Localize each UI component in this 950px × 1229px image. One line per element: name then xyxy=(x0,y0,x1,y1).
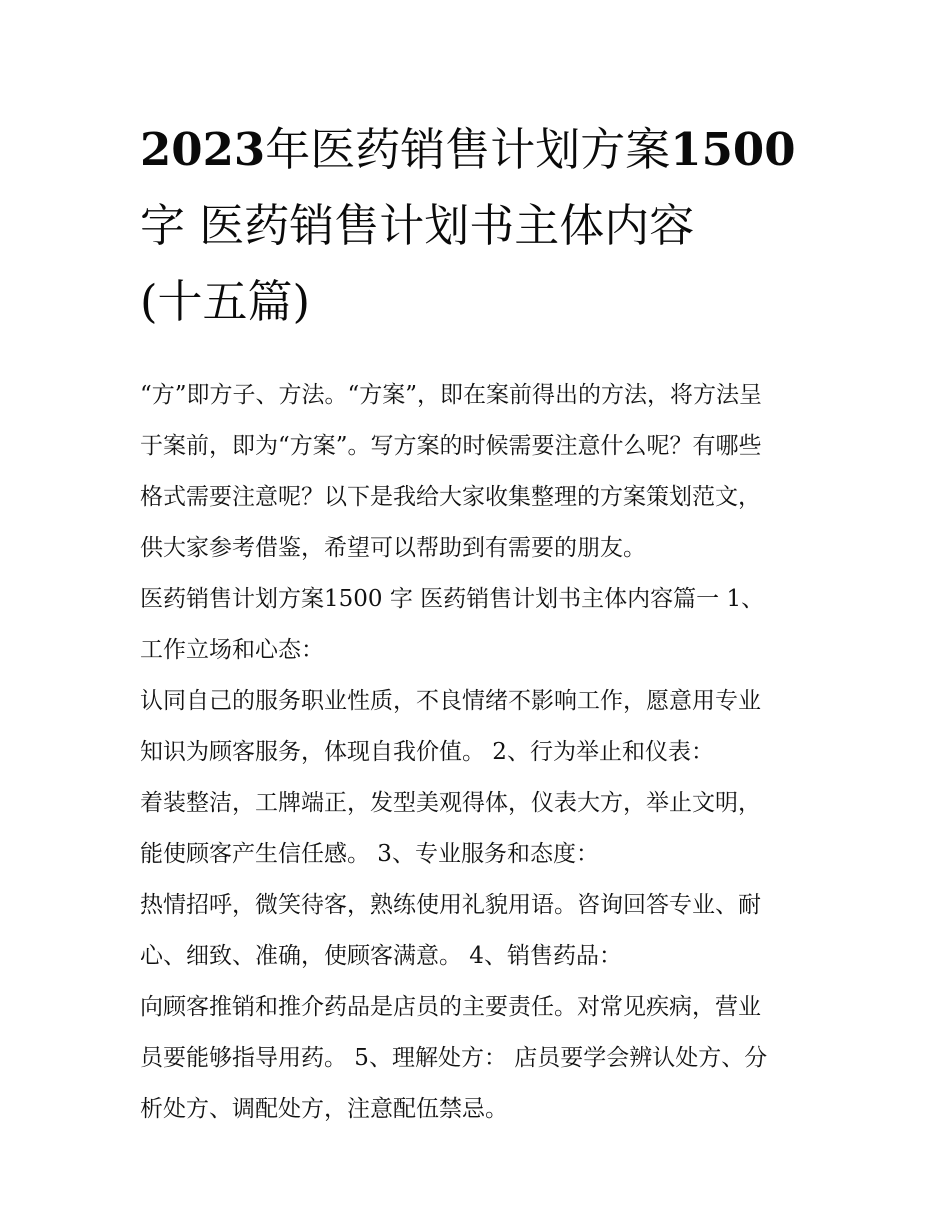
title-text: 年医药销售计划方案 xyxy=(265,123,671,176)
paragraph-line: 能使顾客产生信任感。 3、专业服务和态度： xyxy=(140,841,599,867)
document-title xyxy=(140,112,812,340)
document-body xyxy=(140,370,812,1135)
intro-paragraph xyxy=(140,370,812,574)
section-heading-line: 工作立场和心态： xyxy=(140,637,324,663)
title-year: 2023 xyxy=(140,123,266,176)
paragraph-line: 热情招呼，微笑待客，熟练使用礼貌用语。咨询回答专业、耐 xyxy=(140,892,761,918)
section-heading-line: 医药销售计划方案1500 字 医药销售计划书主体内容篇一 1、 xyxy=(140,586,765,612)
title-line-2: 字 医药销售计划书主体内容 xyxy=(140,199,695,252)
title-count: 1500 xyxy=(670,123,796,176)
paragraph-line: 员要能够指导用药。 5、理解处方： 店员要学会辨认处方、分 xyxy=(140,1045,768,1071)
paragraph-line: 着装整洁，工牌端正，发型美观得体，仪表大方，举止文明， xyxy=(140,790,761,816)
document-content xyxy=(140,112,812,1135)
paragraph-line: 心、细致、准确，使顾客满意。 4、销售药品： xyxy=(140,943,622,969)
intro-line: “方”即方子、方法。“方案”，即在案前得出的方法，将方法呈 xyxy=(140,382,763,408)
section-heading xyxy=(140,574,812,676)
title-line-1 xyxy=(140,112,812,188)
paragraph-line: 析处方、调配处方，注意配伍禁忌。 xyxy=(140,1096,508,1122)
paragraph-line: 知识为顾客服务，体现自我价值。 2、行为举止和仪表： xyxy=(140,739,714,765)
intro-line: 供大家参考借鉴，希望可以帮助到有需要的朋友。 xyxy=(140,535,646,561)
paragraph-attitude xyxy=(140,676,812,778)
paragraph-service xyxy=(140,880,812,982)
paragraph-sales xyxy=(140,982,812,1135)
paragraph-line: 向顾客推销和推介药品是店员的主要责任。对常见疾病，营业 xyxy=(140,994,761,1020)
paragraph-appearance xyxy=(140,778,812,880)
title-line-3: (十五篇) xyxy=(140,275,311,328)
intro-line: 格式需要注意呢？以下是我给大家收集整理的方案策划范文， xyxy=(140,484,761,510)
intro-line: 于案前，即为“方案”。写方案的时候需要注意什么呢？有哪些 xyxy=(140,433,762,459)
paragraph-line: 认同自己的服务职业性质，不良情绪不影响工作，愿意用专业 xyxy=(140,688,761,714)
